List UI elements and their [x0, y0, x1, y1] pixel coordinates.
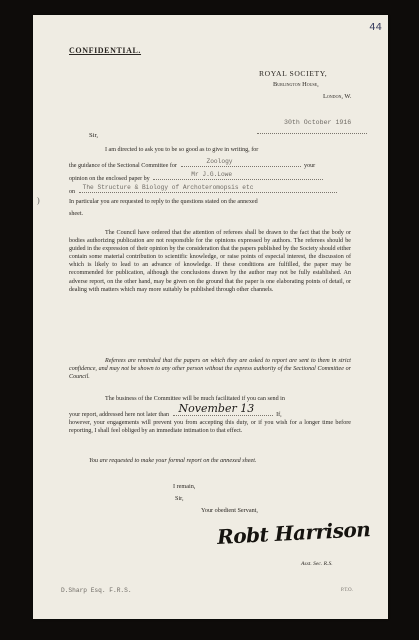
formal-report-line: You are requested to make your formal report on the annexed sheet.: [89, 457, 257, 464]
confidential-heading: CONFIDENTIAL.: [69, 46, 142, 55]
recipient-name: D.Sharp Esq. F.R.S.: [61, 587, 132, 594]
topic-label: on: [69, 189, 76, 195]
author-blank: [153, 173, 323, 180]
request-line-6: sheet.: [69, 211, 84, 217]
page-number: 44: [369, 22, 382, 33]
committee-blank: [181, 160, 301, 167]
pto-mark: P.T.O.: [341, 588, 353, 593]
business-line-2: [69, 402, 351, 418]
closing-sir: Sir,: [175, 495, 184, 502]
deadline-label: your report, addressed here not later than: [69, 412, 169, 418]
business-line-1: The business of the Committee will be much facilitated if you can send in: [105, 396, 285, 402]
letter-sheet: [33, 15, 388, 619]
deadline-date: November 13: [178, 402, 255, 415]
paper-topic: The Structure & Biology of Archoteromopsis etc: [82, 184, 254, 191]
signatory-title: Asst. Sec. R.S.: [301, 561, 333, 567]
salutation: Sir,: [89, 132, 99, 139]
council-paragraph: The Council have ordered that the attention of referees shall be drawn to the fact that the body or bodies authorizing publication are not responsible for the opinions expressed by authors. The referees should be guided in the expression of their opinion by the consideration that the papers published by the Society should either contain some material contribution to scientific knowledge, or raise points of especial interest, the discussion of which is likely to lead to an advance of knowledge. If these conditions are fulfilled, the paper may be recommended for publication, although the conclusions drawn by the author may not be fully established. An adverse report, on the other hand, may be given on the ground that the paper is one elaborating points of detail, or dealing with matters which may more suitably be published through other channels.: [69, 230, 351, 293]
author-name: Mr J.G.Lowe: [191, 171, 233, 178]
request-line-5: In particular you are requested to reply to the questions stated on the annexed: [69, 199, 258, 205]
topic-blank: [79, 186, 337, 193]
date-blank: [257, 125, 367, 134]
closing-remain: I remain,: [173, 483, 196, 490]
letter-date: 30th October 1916: [284, 119, 352, 126]
signature: Robt Harrison: [216, 517, 371, 549]
address-street: Burlington House,: [273, 81, 319, 88]
business-rest: however, your engagements will prevent you from accepting this duty, or if you wish for a longer time before reporting, I shall feel obliged by an immediate intimation to that effect.: [69, 420, 351, 435]
closing-servant: Your obedient Servant,: [201, 507, 258, 514]
committee-label: the guidance of the Sectional Committee for: [69, 163, 177, 169]
request-line-1: I am directed to ask you to be so good as to give in writing, for: [105, 147, 259, 153]
committee-suffix: your: [304, 163, 316, 169]
margin-mark: ): [37, 196, 40, 205]
referees-paragraph: Referees are reminded that the papers on which they are asked to report are sent to them in strict confidence, and may not be shown to any other person without the express authority of the Sectional Committee or Council.: [69, 358, 351, 381]
committee-name: Zoology: [206, 158, 233, 165]
request-line-3: [69, 173, 351, 182]
request-line-4: [69, 186, 351, 195]
request-line-2: [69, 160, 351, 169]
deadline-blank: [173, 402, 273, 416]
deadline-suffix: If,: [276, 412, 282, 418]
author-label: opinion on the enclosed paper by: [69, 176, 150, 182]
address-org: ROYAL SOCIETY,: [259, 69, 328, 78]
address-city: London, W.: [323, 93, 352, 100]
